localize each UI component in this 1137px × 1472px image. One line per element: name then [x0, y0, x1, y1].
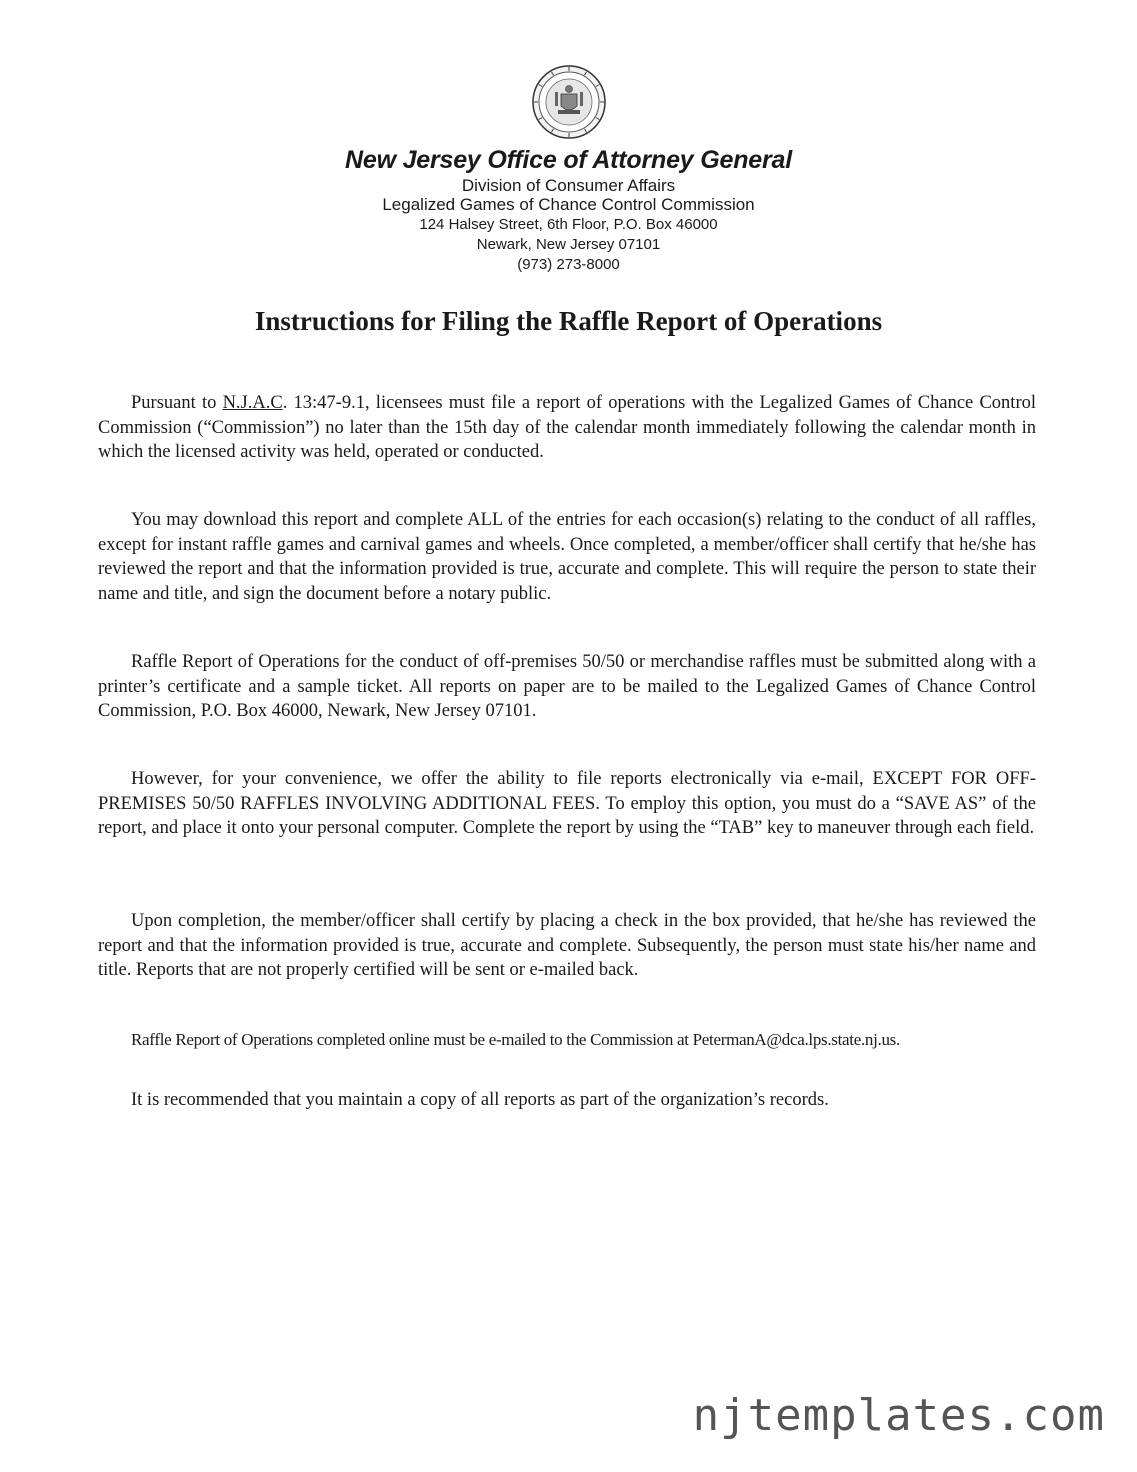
division-name: Division of Consumer Affairs [461, 176, 676, 195]
paragraph-filing-deadline [98, 391, 1036, 465]
document-title: Instructions for Filing the Raffle Report of Operations [254, 306, 883, 336]
paragraph-off-premises: Raffle Report of Operations for the conduct of off-premises 50/50 or merchandise raffles must be submitted along with a printer’s certificate and a sample ticket. All reports on paper are to be mailed to the Legalized Games of Chance Control Commission, P.O. Box 46000, Newark, New Jersey 07101. [98, 652, 1036, 721]
paragraph-prefix: Pursuant to [131, 393, 223, 413]
state-seal-icon [531, 64, 607, 140]
njac-reference: N.J.A.C [222, 393, 283, 413]
paragraph-text: . 13:47-9.1, licensees must file a report of operations with the Legalized Games of Chance Control Commission (“Commission”) no later than the 15th day of the calendar month immediately following the calendar month in which the licensed activity was held, operated or conducted. [98, 393, 1036, 462]
watermark: njtemplates.com [692, 1390, 1105, 1441]
address-line-2: Newark, New Jersey 07101 [476, 236, 661, 253]
phone-number: (973) 273-8000 [517, 256, 620, 273]
commission-name: Legalized Games of Chance Control Commission [382, 195, 755, 214]
paragraph-certification: Upon completion, the member/officer shall certify by placing a check in the box provided, that he/she has reviewed the report and that the information provided is true, accurate and complete. Subsequently, the person must state his/her name and title. Reports that are not properly certified will be sent or e-mailed back. [98, 911, 1036, 980]
paragraph-download-report: You may download this report and complete ALL of the entries for each occasion(s) relating to the conduct of all raffles, except for instant raffle games and carnival games and wheels. Once completed, a member/officer shall certify that he/she has reviewed the report and that the information provided is true, accurate and complete. This will require the person to state their name and title, and sign the document before a notary public. [98, 510, 1036, 604]
paragraph-recordkeeping: It is recommended that you maintain a copy of all reports as part of the organization’s records. [131, 1090, 829, 1110]
agency-name: New Jersey Office of Attorney General [345, 146, 792, 174]
paragraph-electronic-filing: However, for your convenience, we offer the ability to file reports electronically via e-mail, EXCEPT FOR OFF-PREMISES 50/50 RAFFLES INVOLVING ADDITIONAL FEES. To employ this option, you must do a “SAVE AS” of the report, and place it onto your personal computer. Complete the report by using the “TAB” key to maneuver through each field. [98, 769, 1036, 838]
paragraph-email-submission: Raffle Report of Operations completed online must be e-mailed to the Commission at PetermanA@dca.lps.state.nj.us. [131, 1030, 900, 1049]
address-line-1: 124 Halsey Street, 6th Floor, P.O. Box 46000 [419, 216, 718, 233]
